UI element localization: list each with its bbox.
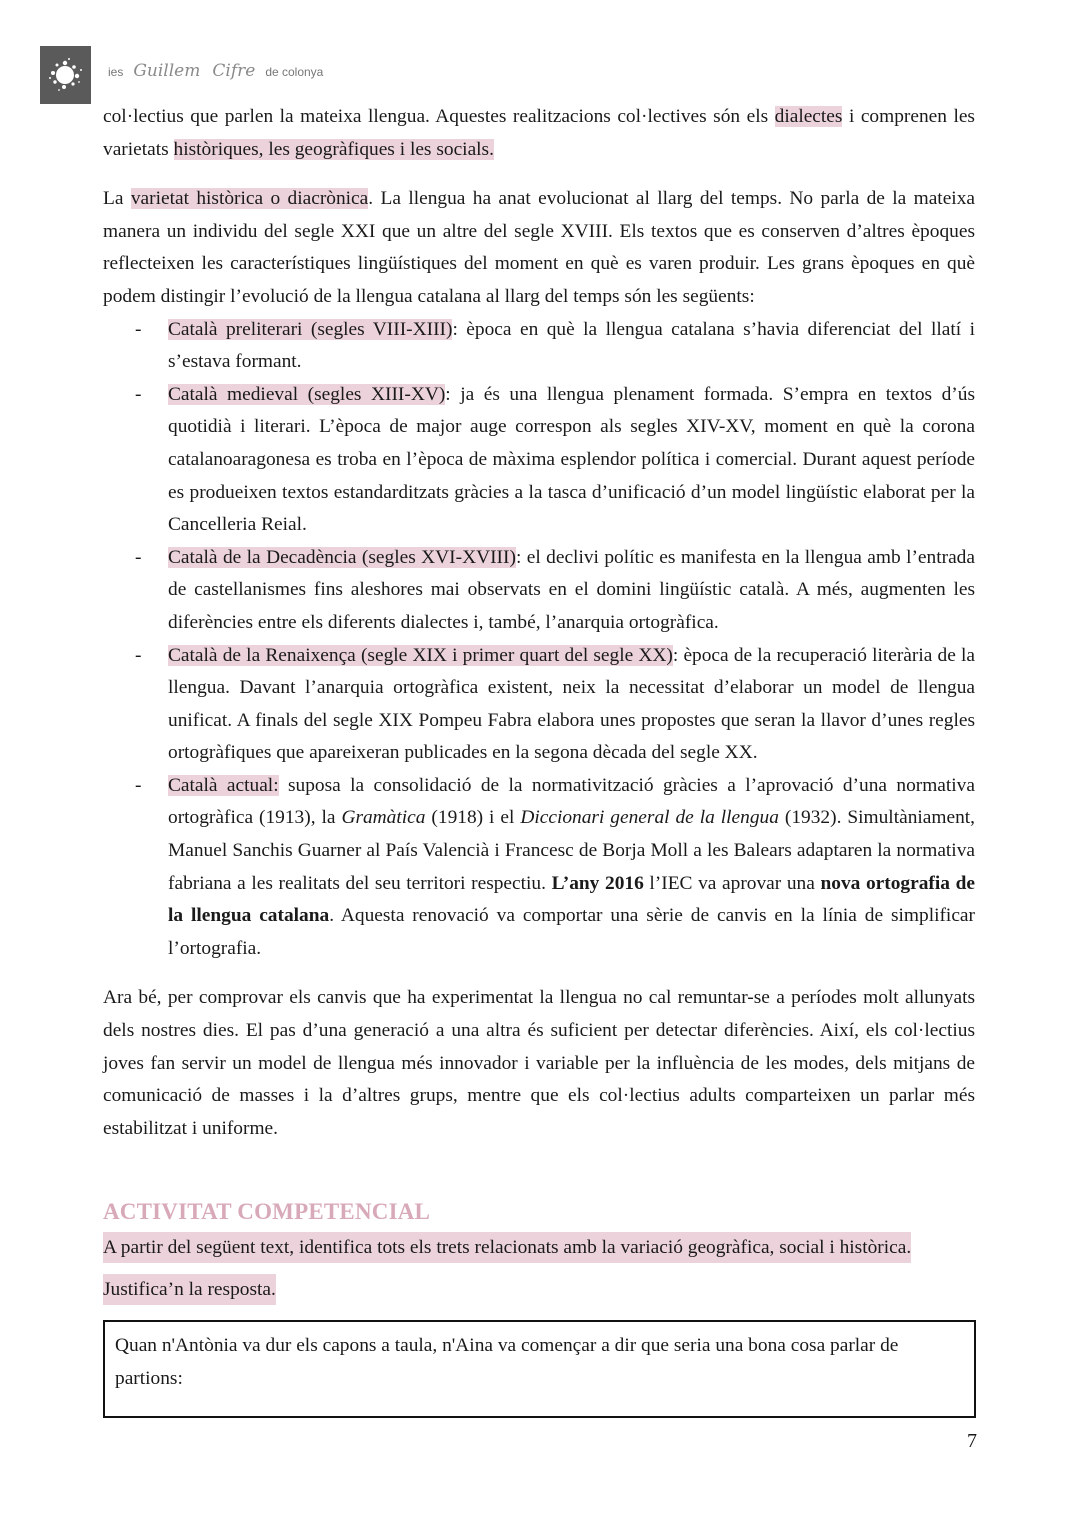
school-logo	[40, 46, 91, 104]
highlight-varieties: històriques, les geogràfiques i les socials.	[173, 138, 494, 160]
quoted-text-box	[103, 1320, 976, 1418]
school-suffix: de colonya	[265, 65, 324, 79]
intro-paragraph	[103, 101, 975, 166]
epoch-description: (1918) i el	[425, 807, 521, 829]
list-item	[135, 542, 975, 640]
list-dash: -	[135, 644, 142, 666]
school-name-second: Cifre	[212, 61, 256, 81]
epoch-term: Català preliterari (segles VIII-XIII)	[168, 318, 453, 340]
epoch-description: . Aquesta renovació va comportar una sèrie de canvis en la línia de simplificar l’ortografia.	[168, 905, 975, 959]
prompt-line-2: Justifica’n la resposta.	[103, 1274, 276, 1305]
activity-heading: ACTIVITAT COMPETENCIAL	[103, 1199, 431, 1225]
list-dash: -	[135, 546, 142, 568]
highlight-dialects: dialectes	[774, 106, 843, 127]
list-item	[135, 379, 975, 542]
historical-text: . La llengua ha anat evolucionat al llarg del temps. No parla de la mateixa manera un individu del segle XXI que un altre del segle XVIII. Els textos que es conserven d’altres èpoques reflecteixen les característiques lingüístiques del moment en què es varen produir. Les grans èpoques en què podem distingir l’evolució de la llengua catalana al llarg del temps són les següents:	[103, 188, 975, 307]
intro-text-a: col·lectius que parlen la mateixa llengua. Aquestes realitzacions col·lectives són els	[103, 106, 775, 127]
page-number: 7	[967, 1430, 977, 1452]
list-item	[135, 314, 975, 379]
epoch-term: Català de la Decadència (segles XVI-XVIII)	[168, 546, 516, 568]
school-prefix: ies	[108, 65, 124, 79]
page-body	[103, 101, 975, 1418]
epoch-description: : ja és una llengua plenament formada. S’empra en textos d’ús quotidià i literari. L’època de major auge correspon als segles XIV-XV, moment en què la corona catalanoaragonesa es troba en l’època de màxima esplendor política i comercial. Durant aquest període es produeixen textos estandarditzats gràcies a la tasca d’unificació d’un model lingüístic elaborat per la Cancelleria Reial.	[168, 383, 975, 536]
list-dash: -	[135, 318, 142, 340]
epoch-description: : el declivi polític es manifesta en la llengua amb l’entrada de castellanismes fins aleshores mai observats en el domini lingüístic català. A més, augmenten les diferències entre els diferents dialectes i, també, l’anarquia ortogràfica.	[168, 546, 975, 633]
epoch-description: (1932). Simultàniament, Manuel Sanchis Guarner al País Valencià i Francesc de Borja Moll a les Balears adaptaren la normativa fabriana a les realitats del seu territori respectiu.	[168, 807, 975, 894]
book-title-gramatica: Gramàtica	[341, 807, 426, 829]
epoch-description: : època en què la llengua catalana s’havia diferenciat del llatí i s’estava formant.	[168, 318, 975, 373]
historical-variety-paragraph	[103, 183, 975, 313]
historical-prefix: La	[103, 188, 131, 210]
closing-paragraph: Ara bé, per comprovar els canvis que ha experimentat la llengua no cal remuntar-se a períodes molt allunyats dels nostres dies. El pas d’una generació a una altra és suficient per detectar diferències. Així, els col·lectius joves fan servir un model de llengua més innovador i variable per la influència de les modes, dels mitjans de comunicació de masses i la d’altres grups, mentre que els col·lectius adults comparteixen un parlar més estabilitzat i uniforme.	[103, 987, 975, 1139]
intro-text-b: i comprenen les varietats	[103, 106, 975, 160]
splash-logo-icon	[40, 46, 91, 104]
epoch-term: Català actual:	[168, 774, 279, 796]
highlight-historical-variety: varietat històrica o diacrònica	[130, 188, 369, 210]
epoch-description: : època de la recuperació literària de la llengua. Davant l’anarquia ortogràfica existent, neix la necessitat d’elaborar un model de llengua unificat. A finals del segle XIX Pompeu Fabra elabora unes propostes que seran la llavor d’unes regles ortogràfiques que apareixeran publicades en la segona dècada del segle XX.	[168, 644, 975, 764]
list-item	[135, 640, 975, 770]
quoted-text: Quan n'Antònia va dur els capons a taula, n'Aina va començar a dir que seria una bona cosa parlar de partions:	[115, 1335, 899, 1389]
epoch-description: l’IEC va aprovar una	[643, 872, 821, 894]
epoch-term: Català medieval (segles XIII-XV)	[168, 383, 446, 405]
epochs-list	[103, 314, 975, 966]
prompt-line-1: A partir del següent text, identifica tots els trets relacionats amb la variació geogràfica, social i històrica.	[103, 1232, 911, 1263]
school-name	[108, 61, 323, 81]
book-title-diccionari: Diccionari general de la llengua	[520, 807, 779, 829]
bold-year-2016: L’any 2016	[551, 872, 644, 894]
list-dash: -	[135, 383, 142, 405]
epoch-term: Català de la Renaixença (segle XIX i primer quart del segle XX)	[168, 644, 673, 666]
activity-prompt	[103, 1227, 975, 1311]
school-name-first: Guillem	[133, 61, 201, 81]
epoch-description: suposa la consolidació de la normativització gràcies a l’aprovació d’una normativa ortogràfica (1913), la	[168, 774, 975, 829]
bold-new-orthography: nova ortografia de la llengua catalana	[168, 872, 975, 927]
list-dash: -	[135, 774, 142, 796]
list-item	[135, 770, 975, 966]
page-header	[40, 46, 323, 104]
